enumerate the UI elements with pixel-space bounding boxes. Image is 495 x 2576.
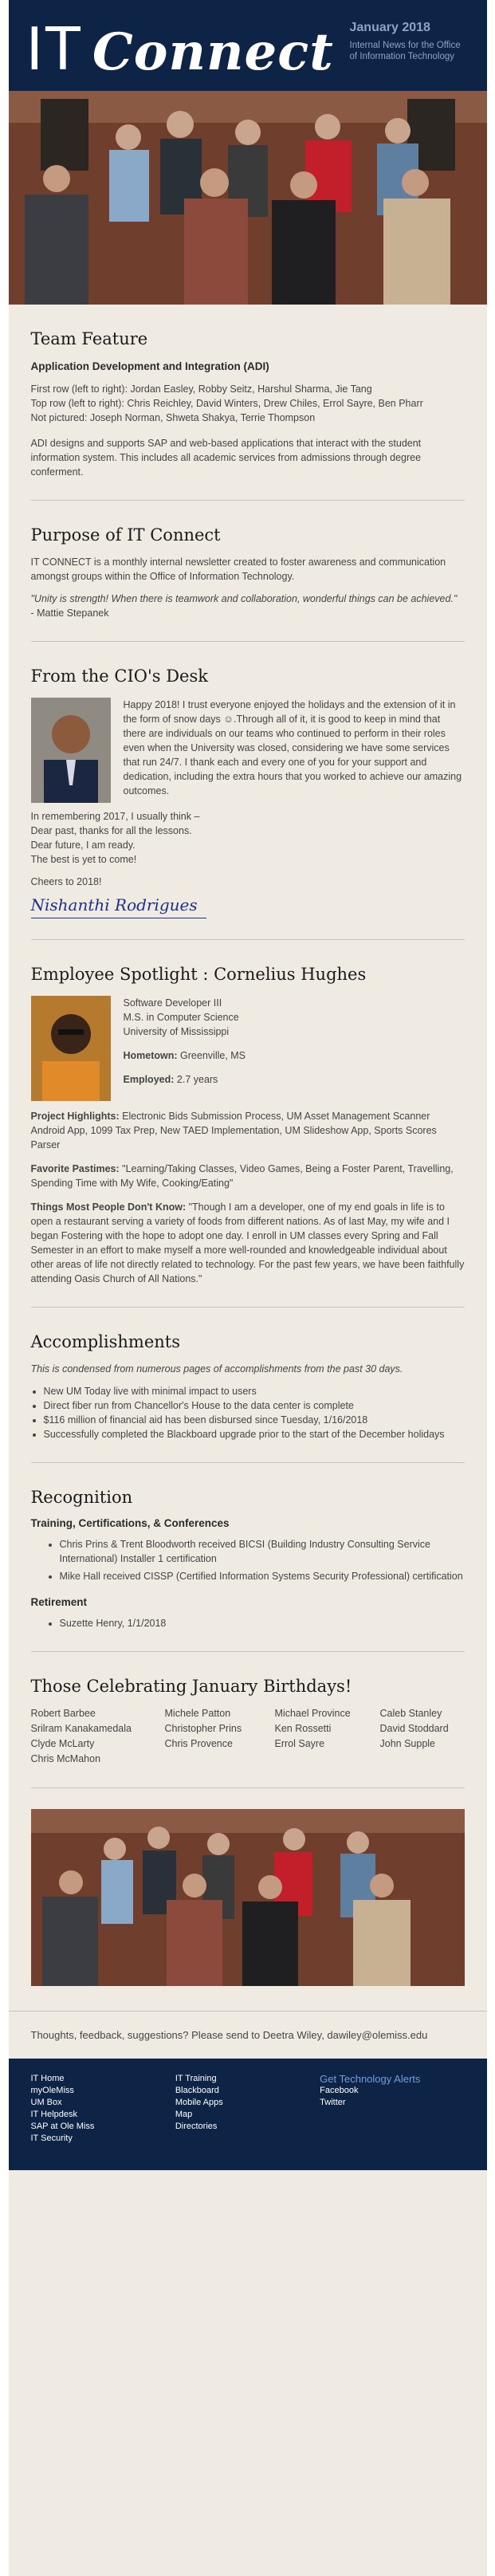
birthdays-grid [31,1706,465,1767]
cio-line-2: Dear past, thanks for all the lessons. [30,825,192,836]
spotlight-heading: Employee Spotlight : Cornelius Hughes [30,965,367,984]
cio-closing: Cheers to 2018! [30,876,102,887]
team-feature-subheading: Application Development and Integration (ADI) [30,360,269,372]
logo-connect: Connect [92,22,334,82]
second-photo-wrap [9,1788,487,2011]
cio-line-1: In remembering 2017, I usually think – [30,811,200,822]
list-item: • Successfully completed the Blackboard upgrade prior to the start of the December holidays [44,1427,465,1441]
footer-link[interactable]: UM Box [30,2098,62,2107]
birthday-name: Srilram Kanakamedala [30,1723,132,1734]
spotlight-degree: M.S. in Computer Science [123,1012,239,1023]
unknown-value: "Though I am a developer, one of my end goals in life is to open a restaurant serving a variety of foods from different nations. As of last May, my wife and I began Fostering with the hope to adopt one day. I enroll in UM classes every Spring and Fall Semester in an effort to make myself a more well-rounded and knowledgeable individual about other areas of life not directly related to technology. For the past few years, we have been faithfully attending Oasis Church of All Nations." [30,1201,465,1284]
team-feature-section [9,305,487,500]
logo-it: IT [26,13,83,83]
list-item: • Mike Hall received CISSP (Certified Information Systems Security Professional) certification [60,1569,465,1583]
team-description: ADI designs and supports SAP and web-based applications that interact with the student information system. This includes all academic services from admissions through degree conferment. [30,438,422,478]
employed-value: 2.7 years [176,1074,218,1085]
footer-link[interactable]: IT Helpdesk [30,2110,77,2119]
birthday-column [275,1706,380,1767]
footer-link[interactable]: Blackboard [175,2086,219,2095]
unknown-label: Things Most People Don't Know: [30,1201,187,1213]
birthday-name: Ken Rossetti [274,1723,332,1734]
feedback-bar: Thoughts, feedback, suggestions? Please send to Deetra Wiley, dawiley@olemiss.edu [9,2011,487,2059]
hometown-label: Hometown: [123,1050,178,1061]
hometown-value: Greenville, MS [180,1050,246,1061]
birthday-column [165,1706,275,1767]
birthdays-heading: Those Celebrating January Birthdays! [30,1677,352,1696]
birthday-name: Errol Sayre [274,1738,325,1749]
birthday-name: Chris McMahon [30,1753,101,1764]
footer [9,2059,487,2170]
top-row-caption: Top row (left to right): Chris Reichley, David Winters, Drew Chiles, Errol Sayre, Ben Pharr [30,398,423,409]
birthday-name: Robert Barbee [30,1708,96,1719]
spotlight-section [9,940,487,1307]
birthday-name: Michele Patton [164,1708,231,1719]
spotlight-school: University of Mississippi [123,1026,230,1037]
accomplishments-list [31,1384,465,1441]
newsletter [9,0,487,2576]
cio-section [9,642,487,939]
issue-info [350,21,469,62]
projects-value: Electronic Bids Submission Process, UM Asset Management Scanner Android App, 1099 Tax Prep, New TAED Implementation, UM Slideshow App, Sports Scores Parser [30,1111,437,1150]
birthday-name: Chris Provence [164,1738,233,1749]
purpose-text: IT CONNECT is a monthly internal newsletter created to foster awareness and communication amongst groups within the Office of Information Technology. [30,556,446,582]
first-row-caption: First row (left to right): Jordan Easley, Robby Seitz, Harshul Sharma, Jie Tang [30,383,372,395]
birthday-name: John Supple [379,1738,436,1749]
issue-tagline: Internal News for the Office of Information Technology [349,41,461,61]
footer-link[interactable]: Directories [175,2122,218,2131]
recognition-section [9,1463,487,1651]
cio-headshot [31,698,111,803]
cio-heading: From the CIO's Desk [30,667,208,686]
footer-links-col-2 [175,2073,320,2156]
retirement-heading: Retirement [30,1596,88,1608]
list-item: • New UM Today live with minimal impact to users [44,1384,465,1398]
pastimes-label: Favorite Pastimes: [30,1163,120,1174]
retirement-list [31,1616,465,1630]
footer-link[interactable]: SAP at Ole Miss [30,2122,95,2131]
accomplishments-heading: Accomplishments [30,1332,181,1351]
pastimes-value: "Learning/Taking Classes, Video Games, Being a Foster Parent, Travelling, Spending Time with My Wife, Cooking/Eating" [30,1163,454,1189]
list-item: • Chris Prins & Trent Bloodworth received BICSI (Building Industry Consulting Service International) Installer 1 certification [60,1537,465,1566]
footer-link[interactable]: IT Training [175,2074,217,2083]
purpose-section [9,501,487,641]
birthday-name: Caleb Stanley [379,1708,442,1719]
list-item: • Direct fiber run from Chancellor's House to the data center is complete [44,1398,465,1413]
not-pictured-caption: Not pictured: Joseph Norman, Shweta Shakya, Terrie Thompson [30,412,316,423]
training-heading: Training, Certifications, & Conferences [30,1517,230,1529]
spotlight-projects [31,1109,465,1152]
cio-line-3: Dear future, I am ready. [30,840,136,851]
footer-link[interactable]: Facebook [320,2086,359,2095]
spotlight-title: Software Developer III [123,997,222,1009]
training-list [31,1537,465,1583]
spotlight-unknown [31,1200,465,1286]
issue-date: January 2018 [349,21,430,34]
list-item: • Suzette Henry, 1/1/2018 [60,1616,465,1630]
birthday-name: Clyde McLarty [30,1738,95,1749]
purpose-heading: Purpose of IT Connect [30,525,221,545]
team-photo-2 [31,1809,465,1986]
quote-author: - Mattie Stepanek [30,608,109,619]
team-feature-heading: Team Feature [30,329,148,348]
footer-links-col-3 [320,2073,464,2156]
birthdays-section [9,1652,487,1787]
technology-alerts-link[interactable]: Get Technology Alerts [320,2073,421,2085]
footer-link[interactable]: myOleMiss [30,2086,74,2095]
cio-line-4: The best is yet to come! [30,854,137,865]
accomplishments-intro: This is condensed from numerous pages of accomplishments from the past 30 days. [30,1363,403,1375]
birthday-name: David Stoddard [379,1723,449,1734]
team-photo [9,91,487,305]
footer-link[interactable]: Twitter [320,2098,346,2107]
team-photo-illustration [9,91,487,305]
footer-link[interactable]: Map [175,2110,193,2119]
employed-label: Employed: [123,1074,175,1085]
purpose-quote: "Unity is strength! When there is teamwork and collaboration, wonderful things can be achieved." [30,593,458,604]
masthead [9,0,487,91]
cio-signature: Nishanthi Rodrigues [30,895,198,914]
birthday-column [31,1706,165,1767]
footer-link[interactable]: IT Security [30,2134,73,2143]
cio-letter: Happy 2018! I trust everyone enjoyed the holidays and the extension of it in the form of snow days ☺.Through all of it, it is good to keep in mind that there are individuals on our teams who continued to perform in their roles even when the University was closed, considering we have some services that run 24/7. I thank each and every one of you for your support and dedication, including the extra hours that you worked to achieve our amazing outcomes. [123,699,462,796]
list-item: • $116 million of financial aid has been disbursed since Tuesday, 1/16/2018 [44,1413,465,1427]
projects-label: Project Highlights: [30,1111,120,1122]
footer-link[interactable]: IT Home [30,2074,65,2083]
spotlight-pastimes [31,1162,465,1190]
birthday-column [380,1706,476,1767]
recognition-heading: Recognition [30,1488,133,1507]
birthday-name: Christopher Prins [164,1723,242,1734]
footer-links-col-1 [31,2073,175,2156]
spotlight-headshot [31,996,111,1101]
birthday-name: Michael Province [274,1708,351,1719]
accomplishments-section [9,1308,487,1462]
footer-link[interactable]: Mobile Apps [175,2098,223,2107]
